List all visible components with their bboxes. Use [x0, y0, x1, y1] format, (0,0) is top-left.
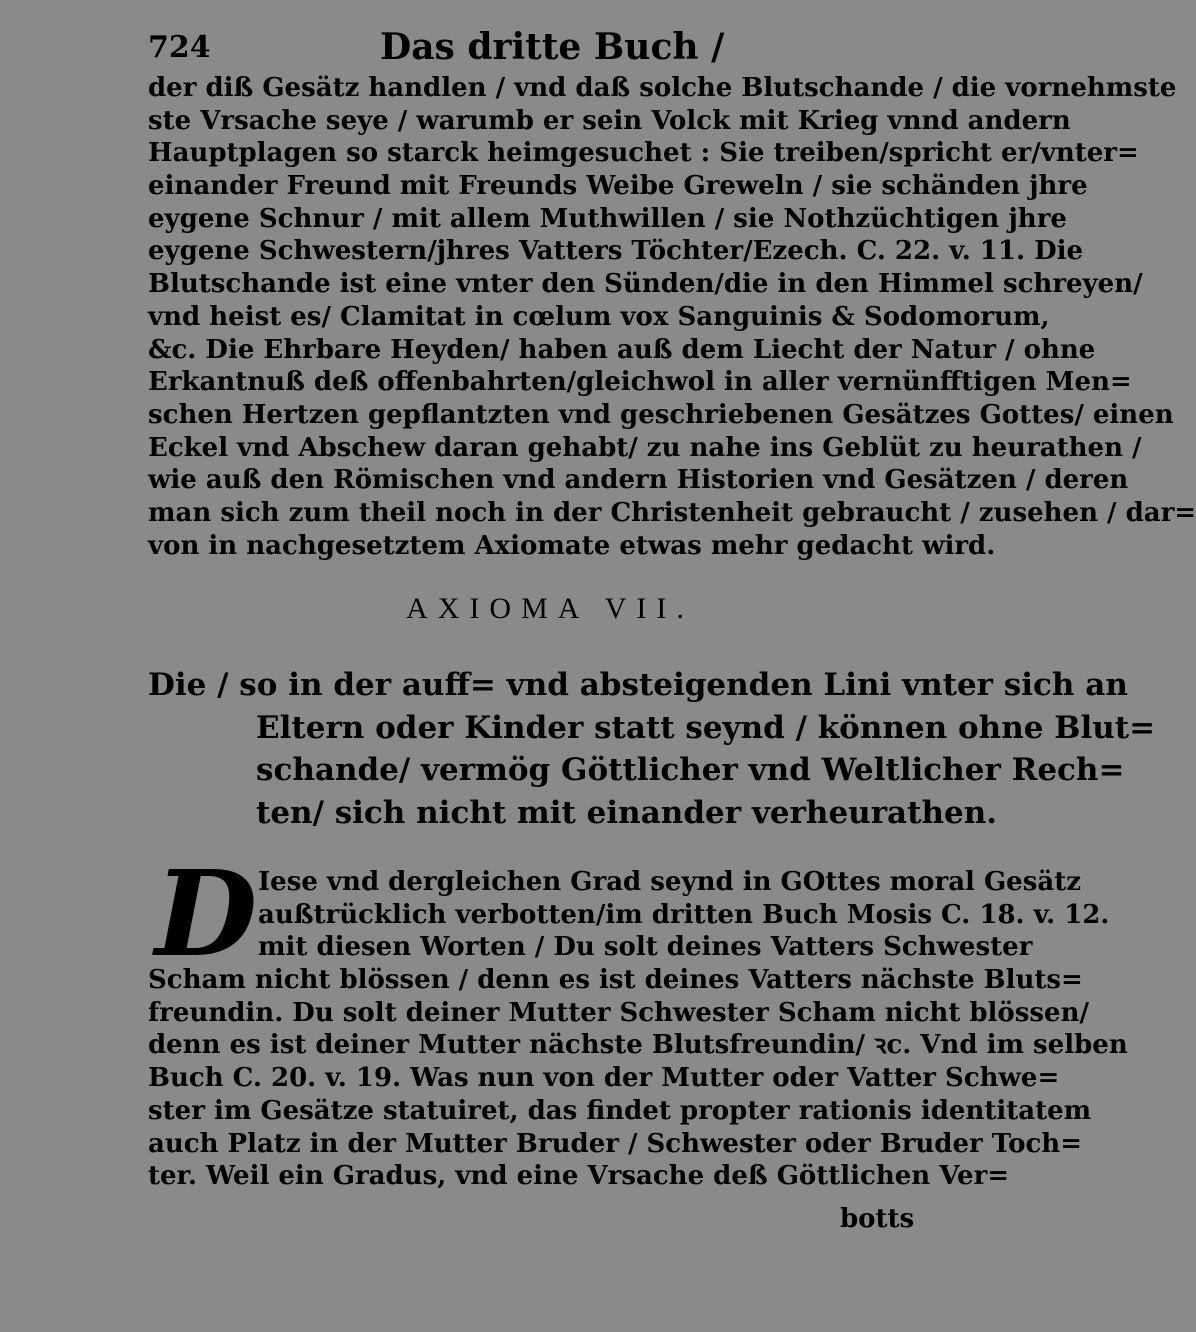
text-line: von in nachgesetztem Axiomate etwas mehr gedacht wird.: [148, 530, 996, 561]
axiom-statement: [148, 664, 1156, 834]
text-line: Blutschande ist eine vnter den Sünden/die in den Himmel schreyen/: [148, 269, 1143, 300]
text-line: Scham nicht blössen / denn es ist deines Vatters nächste Bluts=: [148, 965, 1083, 996]
text-line: eygene Schnur / mit allem Muthwillen / sie Nothzüchtigen jhre: [148, 203, 1067, 234]
catchword: botts: [840, 1204, 915, 1234]
axiom-line: Die / so in der auff= vnd absteigenden Lini vnter sich an: [148, 667, 1128, 703]
text-line: ste Vrsache seye / warumb er sein Volck mit Krieg vnnd andern: [148, 105, 1071, 136]
text-line: außtrücklich verbotten/im dritten Buch Mosis C. 18. v. 12.: [258, 899, 1110, 930]
text-line: Buch C. 20. v. 19. Was nun von der Mutter oder Vatter Schwe=: [148, 1063, 1060, 1094]
running-title: Das dritte Buch /: [380, 26, 725, 68]
text-line: Hauptplagen so starck heimgesuchet : Sie treiben/spricht er/vnter=: [148, 138, 1139, 169]
paragraph-block: [148, 866, 1128, 1193]
text-line: wie auß den Römischen vnd andern Historien vnd Gesätzen / deren: [148, 465, 1129, 496]
axiom-line: schande/ vermög Göttlicher vnd Weltlicher Rech=: [256, 752, 1125, 788]
page-header: [140, 18, 900, 68]
body-text-block: [148, 72, 1196, 562]
text-line: einander Freund mit Freunds Weibe Greweln / sie schänden jhre: [148, 171, 1088, 202]
text-line: schen Hertzen gepflantzten vnd geschriebenen Gesätzes Gottes/ einen: [148, 399, 1174, 430]
axiom-heading: AXIOMA VII.: [406, 592, 694, 625]
text-line: eygene Schwestern/jhres Vatters Töchter/Ezech. C. 22. v. 11. Die: [148, 236, 1084, 267]
text-line: freundin. Du solt deiner Mutter Schwester Scham nicht blössen/: [148, 997, 1089, 1028]
text-line: der diß Gesätz handlen / vnd daß solche Blutschande / die vornehmste: [148, 73, 1177, 103]
axiom-line: Eltern oder Kinder statt seynd / können ohne Blut=: [256, 709, 1156, 746]
text-line: man sich zum theil noch in der Christenheit gebraucht / zusehen / dar=: [148, 497, 1196, 528]
page-number: 724: [148, 30, 211, 65]
drop-capital: D: [154, 844, 258, 983]
text-line: denn es ist deiner Mutter nächste Blutsfreundin/ ꝛc. Vnd im selben: [148, 1030, 1128, 1061]
axiom-line: ten/ sich nicht mit einander verheurathen.: [256, 794, 998, 831]
text-line: ster im Gesätze statuiret, das findet propter rationis identitatem: [148, 1095, 1092, 1126]
text-line: auch Platz in der Mutter Bruder / Schwester oder Bruder Toch=: [148, 1128, 1082, 1159]
text-line: ter. Weil ein Gradus, vnd eine Vrsache deß Göttlichen Ver=: [148, 1161, 1010, 1192]
text-line: Eckel vnd Abschew daran gehabt/ zu nahe ins Geblüt zu heurathen /: [148, 432, 1142, 463]
text-line: Iese vnd dergleichen Grad seynd in GOttes moral Gesätz: [258, 867, 1081, 897]
text-line: &c. Die Ehrbare Heyden/ haben auß dem Liecht der Natur / ohne: [148, 334, 1096, 365]
text-line: vnd heist es/ Clamitat in cœlum vox Sanguinis & Sodomorum,: [148, 301, 1050, 332]
text-line: Erkantnuß deß offenbahrten/gleichwol in aller vernünfftigen Men=: [148, 367, 1132, 398]
text-line: mit diesen Worten / Du solt deines Vatters Schwester: [258, 932, 1033, 963]
